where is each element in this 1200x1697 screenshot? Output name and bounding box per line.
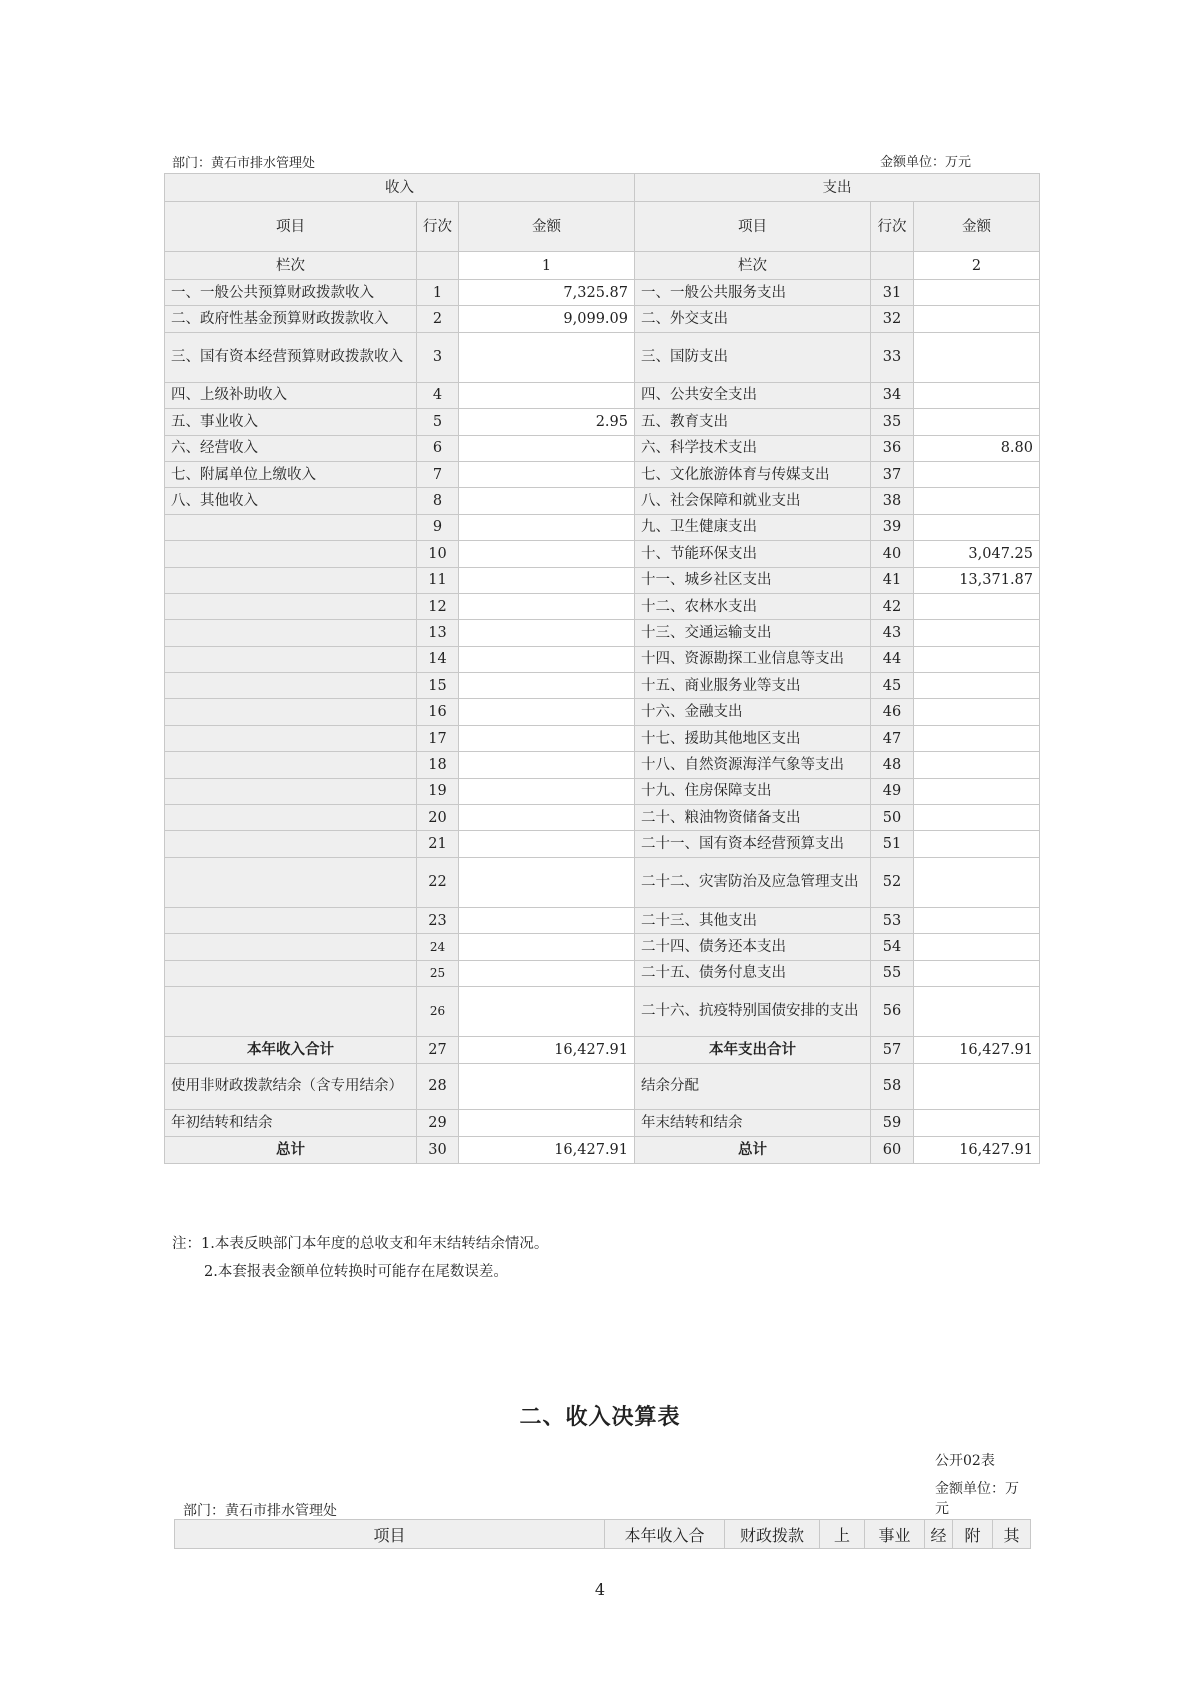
income-amount bbox=[459, 960, 635, 986]
expense-item: 十一、城乡社区支出 bbox=[635, 567, 871, 593]
income-item bbox=[165, 725, 417, 751]
table-row bbox=[165, 514, 1040, 540]
income-item: 五、事业收入 bbox=[165, 409, 417, 435]
income-item bbox=[165, 593, 417, 619]
income-row-no: 2 bbox=[417, 306, 459, 332]
income-row-no: 16 bbox=[417, 699, 459, 725]
income-row-no: 15 bbox=[417, 673, 459, 699]
expense-row-no: 57 bbox=[871, 1036, 914, 1063]
table-row bbox=[165, 778, 1040, 804]
income-amount bbox=[459, 986, 635, 1036]
expense-amount bbox=[914, 934, 1040, 960]
expense-item: 年末结转和结余 bbox=[635, 1109, 871, 1136]
income-item bbox=[165, 673, 417, 699]
section-title: 二、收入决算表 bbox=[519, 1405, 681, 1430]
expense-row-no: 35 bbox=[871, 409, 914, 435]
expense-item: 一、一般公共服务支出 bbox=[635, 280, 871, 306]
lanci-label: 栏次 bbox=[635, 252, 871, 280]
income-item bbox=[165, 831, 417, 857]
expense-item: 二、外交支出 bbox=[635, 306, 871, 332]
income-col-no: 1 bbox=[459, 252, 635, 280]
income-item bbox=[165, 541, 417, 567]
expense-row-no: 39 bbox=[871, 514, 914, 540]
income-settlement-table bbox=[174, 1519, 1031, 1549]
expense-amount bbox=[914, 382, 1040, 408]
expense-amount: 16,427.91 bbox=[914, 1136, 1040, 1163]
income-amount bbox=[459, 593, 635, 619]
income-expense-table bbox=[164, 173, 1040, 1164]
income-item: 二、政府性基金预算财政拨款收入 bbox=[165, 306, 417, 332]
empty-cell bbox=[417, 252, 459, 280]
expense-amount bbox=[914, 646, 1040, 672]
t2-col-other: 其 bbox=[993, 1520, 1031, 1549]
expense-amount: 16,427.91 bbox=[914, 1036, 1040, 1063]
table-row bbox=[165, 567, 1040, 593]
total-year-row bbox=[165, 1036, 1040, 1063]
expense-amount bbox=[914, 831, 1040, 857]
income-item bbox=[165, 805, 417, 831]
income-row-no: 13 bbox=[417, 620, 459, 646]
income-amount bbox=[459, 857, 635, 907]
income-item bbox=[165, 567, 417, 593]
income-item bbox=[165, 960, 417, 986]
income-amount: 2.95 bbox=[459, 409, 635, 435]
expense-item: 二十六、抗疫特别国债安排的支出 bbox=[635, 986, 871, 1036]
expense-item: 四、公共安全支出 bbox=[635, 382, 871, 408]
unit-line-2: 元 bbox=[935, 1501, 949, 1517]
expense-amount bbox=[914, 488, 1040, 514]
table-row bbox=[165, 488, 1040, 514]
income-amount: 7,325.87 bbox=[459, 280, 635, 306]
expense-item: 六、科学技术支出 bbox=[635, 435, 871, 461]
table-row bbox=[165, 699, 1040, 725]
table-row bbox=[165, 986, 1040, 1036]
table-row bbox=[165, 646, 1040, 672]
table-row bbox=[165, 280, 1040, 306]
income-amount bbox=[459, 435, 635, 461]
table2-header-row bbox=[175, 1520, 1031, 1549]
income-row-no: 14 bbox=[417, 646, 459, 672]
income-header: 收入 bbox=[165, 174, 635, 202]
expense-item: 十八、自然资源海洋气象等支出 bbox=[635, 752, 871, 778]
table-row bbox=[165, 907, 1040, 933]
income-amount bbox=[459, 514, 635, 540]
table-row bbox=[165, 332, 1040, 382]
col-amount: 金额 bbox=[914, 202, 1040, 252]
expense-item: 二十五、债务付息支出 bbox=[635, 960, 871, 986]
income-amount bbox=[459, 699, 635, 725]
expense-item: 三、国防支出 bbox=[635, 332, 871, 382]
dept-label-2: 部门：黄石市排水管理处 bbox=[183, 1503, 337, 1519]
table-row bbox=[165, 673, 1040, 699]
expense-item: 十六、金融支出 bbox=[635, 699, 871, 725]
income-row-no: 29 bbox=[417, 1109, 459, 1136]
expense-amount bbox=[914, 514, 1040, 540]
income-amount bbox=[459, 567, 635, 593]
income-amount bbox=[459, 673, 635, 699]
income-item bbox=[165, 778, 417, 804]
table-head-row bbox=[165, 174, 1040, 202]
note-2: 2.本套报表金额单位转换时可能存在尾数误差。 bbox=[204, 1264, 508, 1280]
t2-col-total: 本年收入合 bbox=[605, 1520, 725, 1549]
expense-item: 二十二、灾害防治及应急管理支出 bbox=[635, 857, 871, 907]
income-item bbox=[165, 620, 417, 646]
t2-col-upper: 上 bbox=[820, 1520, 865, 1549]
expense-amount bbox=[914, 461, 1040, 487]
expense-row-no: 59 bbox=[871, 1109, 914, 1136]
col-rowno: 行次 bbox=[871, 202, 914, 252]
expense-row-no: 51 bbox=[871, 831, 914, 857]
expense-row-no: 32 bbox=[871, 306, 914, 332]
expense-amount bbox=[914, 752, 1040, 778]
table-row bbox=[165, 382, 1040, 408]
expense-row-no: 54 bbox=[871, 934, 914, 960]
expense-item: 十、节能环保支出 bbox=[635, 541, 871, 567]
table-row bbox=[165, 725, 1040, 751]
expense-item: 十五、商业服务业等支出 bbox=[635, 673, 871, 699]
t2-col-item: 项目 bbox=[175, 1520, 605, 1549]
grand-total-row bbox=[165, 1136, 1040, 1163]
income-row-no: 6 bbox=[417, 435, 459, 461]
income-row-no: 8 bbox=[417, 488, 459, 514]
income-row-no: 11 bbox=[417, 567, 459, 593]
expense-amount bbox=[914, 725, 1040, 751]
expense-row-no: 49 bbox=[871, 778, 914, 804]
expense-item: 五、教育支出 bbox=[635, 409, 871, 435]
expense-row-no: 33 bbox=[871, 332, 914, 382]
income-row-no: 10 bbox=[417, 541, 459, 567]
income-row-no: 22 bbox=[417, 857, 459, 907]
unit-label: 金额单位：万元 bbox=[880, 155, 972, 170]
expense-row-no: 34 bbox=[871, 382, 914, 408]
income-amount bbox=[459, 332, 635, 382]
income-amount bbox=[459, 831, 635, 857]
table-row bbox=[165, 435, 1040, 461]
income-item bbox=[165, 907, 417, 933]
income-amount bbox=[459, 1063, 635, 1109]
income-amount: 9,099.09 bbox=[459, 306, 635, 332]
income-row-no: 18 bbox=[417, 752, 459, 778]
expense-row-no: 48 bbox=[871, 752, 914, 778]
table-row bbox=[165, 1109, 1040, 1136]
expense-amount bbox=[914, 986, 1040, 1036]
expense-row-no: 38 bbox=[871, 488, 914, 514]
table-row bbox=[165, 752, 1040, 778]
table-row bbox=[165, 461, 1040, 487]
income-amount bbox=[459, 620, 635, 646]
expense-row-no: 58 bbox=[871, 1063, 914, 1109]
table-row bbox=[165, 805, 1040, 831]
expense-amount bbox=[914, 673, 1040, 699]
income-item: 总计 bbox=[165, 1136, 417, 1163]
expense-amount bbox=[914, 620, 1040, 646]
empty-cell bbox=[871, 252, 914, 280]
t2-col-fiscal: 财政拨款 bbox=[725, 1520, 820, 1549]
expense-row-no: 36 bbox=[871, 435, 914, 461]
t2-col-operating: 经 bbox=[925, 1520, 953, 1549]
income-amount bbox=[459, 934, 635, 960]
t2-col-business: 事业 bbox=[865, 1520, 925, 1549]
expense-amount bbox=[914, 306, 1040, 332]
table-row bbox=[165, 306, 1040, 332]
income-amount bbox=[459, 1109, 635, 1136]
income-item: 年初结转和结余 bbox=[165, 1109, 417, 1136]
income-amount: 16,427.91 bbox=[459, 1036, 635, 1063]
income-item: 八、其他收入 bbox=[165, 488, 417, 514]
t2-col-attached: 附 bbox=[953, 1520, 993, 1549]
income-item bbox=[165, 857, 417, 907]
income-row-no: 4 bbox=[417, 382, 459, 408]
expense-amount bbox=[914, 280, 1040, 306]
income-item: 四、上级补助收入 bbox=[165, 382, 417, 408]
income-row-no: 3 bbox=[417, 332, 459, 382]
expense-item: 二十三、其他支出 bbox=[635, 907, 871, 933]
expense-item: 二十一、国有资本经营预算支出 bbox=[635, 831, 871, 857]
income-row-no: 1 bbox=[417, 280, 459, 306]
expense-item: 二十四、债务还本支出 bbox=[635, 934, 871, 960]
expense-amount: 3,047.25 bbox=[914, 541, 1040, 567]
income-amount bbox=[459, 646, 635, 672]
expense-row-no: 47 bbox=[871, 725, 914, 751]
expense-amount bbox=[914, 960, 1040, 986]
income-row-no: 25 bbox=[417, 960, 459, 986]
column-header-row bbox=[165, 202, 1040, 252]
col-item: 项目 bbox=[165, 202, 417, 252]
expense-item: 十七、援助其他地区支出 bbox=[635, 725, 871, 751]
expense-item: 九、卫生健康支出 bbox=[635, 514, 871, 540]
income-row-no: 20 bbox=[417, 805, 459, 831]
expense-amount: 13,371.87 bbox=[914, 567, 1040, 593]
expense-row-no: 56 bbox=[871, 986, 914, 1036]
income-row-no: 28 bbox=[417, 1063, 459, 1109]
expense-row-no: 45 bbox=[871, 673, 914, 699]
income-amount bbox=[459, 488, 635, 514]
expense-item: 二十、粮油物资储备支出 bbox=[635, 805, 871, 831]
income-amount bbox=[459, 907, 635, 933]
table-row bbox=[165, 541, 1040, 567]
income-item bbox=[165, 934, 417, 960]
table-row bbox=[165, 960, 1040, 986]
dept-label: 部门：黄石市排水管理处 bbox=[172, 156, 316, 171]
expense-item: 八、社会保障和就业支出 bbox=[635, 488, 871, 514]
expense-row-no: 52 bbox=[871, 857, 914, 907]
income-amount bbox=[459, 752, 635, 778]
expense-row-no: 53 bbox=[871, 907, 914, 933]
note-1: 注：1.本表反映部门本年度的总收支和年末结转结余情况。 bbox=[172, 1236, 549, 1252]
income-amount bbox=[459, 778, 635, 804]
income-item bbox=[165, 514, 417, 540]
income-amount: 16,427.91 bbox=[459, 1136, 635, 1163]
table-row bbox=[165, 620, 1040, 646]
unit-line-1: 金额单位：万 bbox=[935, 1481, 1019, 1497]
income-item: 一、一般公共预算财政拨款收入 bbox=[165, 280, 417, 306]
expense-row-no: 42 bbox=[871, 593, 914, 619]
income-row-no: 27 bbox=[417, 1036, 459, 1063]
expense-item: 十九、住房保障支出 bbox=[635, 778, 871, 804]
expense-item: 结余分配 bbox=[635, 1063, 871, 1109]
expense-row-no: 60 bbox=[871, 1136, 914, 1163]
page-number: 4 bbox=[594, 1580, 606, 1599]
table-row bbox=[165, 1063, 1040, 1109]
expense-amount bbox=[914, 332, 1040, 382]
income-row-no: 19 bbox=[417, 778, 459, 804]
expense-col-no: 2 bbox=[914, 252, 1040, 280]
expense-row-no: 31 bbox=[871, 280, 914, 306]
income-item bbox=[165, 752, 417, 778]
expense-header: 支出 bbox=[635, 174, 1040, 202]
income-row-no: 30 bbox=[417, 1136, 459, 1163]
expense-item: 十三、交通运输支出 bbox=[635, 620, 871, 646]
expense-amount bbox=[914, 699, 1040, 725]
expense-row-no: 40 bbox=[871, 541, 914, 567]
income-row-no: 12 bbox=[417, 593, 459, 619]
income-row-no: 7 bbox=[417, 461, 459, 487]
income-row-no: 5 bbox=[417, 409, 459, 435]
expense-amount bbox=[914, 805, 1040, 831]
expense-amount bbox=[914, 1109, 1040, 1136]
col-amount: 金额 bbox=[459, 202, 635, 252]
table-code: 公开02表 bbox=[935, 1453, 995, 1469]
expense-amount bbox=[914, 778, 1040, 804]
income-item: 六、经营收入 bbox=[165, 435, 417, 461]
expense-row-no: 37 bbox=[871, 461, 914, 487]
income-item: 七、附属单位上缴收入 bbox=[165, 461, 417, 487]
expense-item: 七、文化旅游体育与传媒支出 bbox=[635, 461, 871, 487]
expense-amount bbox=[914, 907, 1040, 933]
expense-item: 十二、农林水支出 bbox=[635, 593, 871, 619]
lanci-row bbox=[165, 252, 1040, 280]
expense-item: 本年支出合计 bbox=[635, 1036, 871, 1063]
table-row bbox=[165, 857, 1040, 907]
expense-amount bbox=[914, 1063, 1040, 1109]
income-item bbox=[165, 646, 417, 672]
income-item: 使用非财政拨款结余（含专用结余） bbox=[165, 1063, 417, 1109]
income-row-no: 23 bbox=[417, 907, 459, 933]
income-item bbox=[165, 699, 417, 725]
income-amount bbox=[459, 382, 635, 408]
expense-amount bbox=[914, 593, 1040, 619]
col-item: 项目 bbox=[635, 202, 871, 252]
income-row-no: 24 bbox=[417, 934, 459, 960]
table-row bbox=[165, 593, 1040, 619]
expense-amount bbox=[914, 857, 1040, 907]
expense-row-no: 46 bbox=[871, 699, 914, 725]
income-row-no: 26 bbox=[417, 986, 459, 1036]
income-amount bbox=[459, 461, 635, 487]
income-amount bbox=[459, 725, 635, 751]
expense-row-no: 55 bbox=[871, 960, 914, 986]
expense-row-no: 44 bbox=[871, 646, 914, 672]
income-item: 本年收入合计 bbox=[165, 1036, 417, 1063]
income-item bbox=[165, 986, 417, 1036]
income-row-no: 9 bbox=[417, 514, 459, 540]
expense-amount bbox=[914, 409, 1040, 435]
income-item: 三、国有资本经营预算财政拨款收入 bbox=[165, 332, 417, 382]
expense-row-no: 50 bbox=[871, 805, 914, 831]
table-row bbox=[165, 831, 1040, 857]
income-amount bbox=[459, 805, 635, 831]
income-row-no: 21 bbox=[417, 831, 459, 857]
expense-row-no: 41 bbox=[871, 567, 914, 593]
table-row bbox=[165, 409, 1040, 435]
expense-item: 十四、资源勘探工业信息等支出 bbox=[635, 646, 871, 672]
income-row-no: 17 bbox=[417, 725, 459, 751]
expense-amount: 8.80 bbox=[914, 435, 1040, 461]
col-rowno: 行次 bbox=[417, 202, 459, 252]
income-amount bbox=[459, 541, 635, 567]
expense-item: 总计 bbox=[635, 1136, 871, 1163]
table-row bbox=[165, 934, 1040, 960]
expense-row-no: 43 bbox=[871, 620, 914, 646]
lanci-label: 栏次 bbox=[165, 252, 417, 280]
